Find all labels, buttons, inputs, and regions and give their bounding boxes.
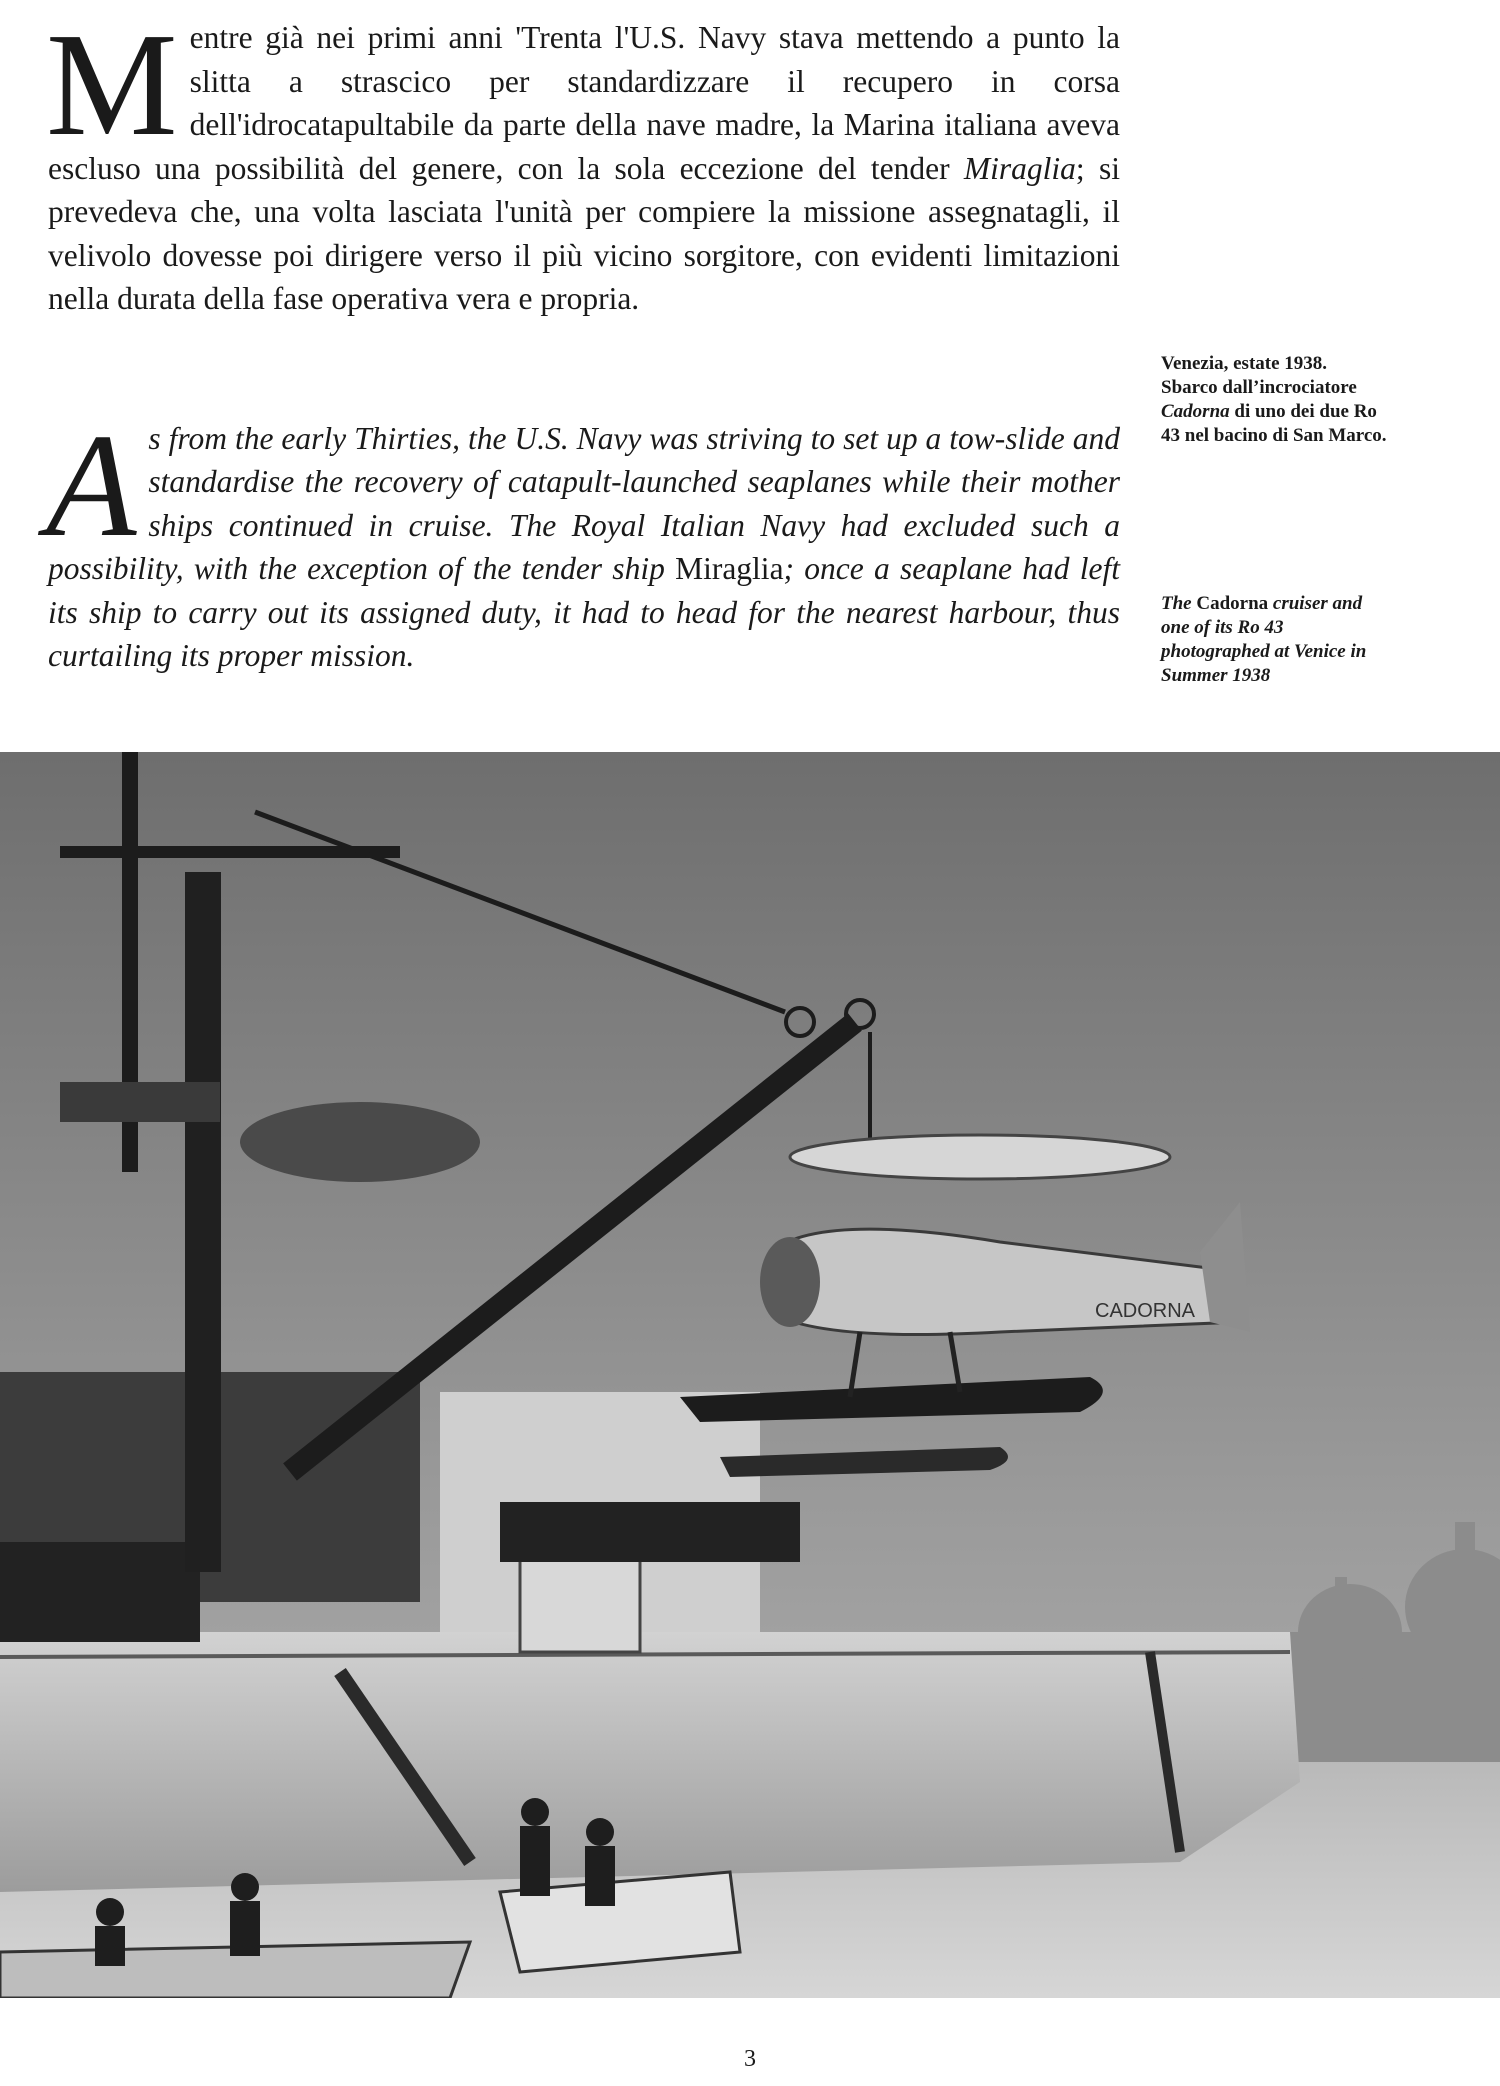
caption-it-line-3: di uno dei due Ro 43 nel bacino di San Marco. (1161, 401, 1387, 446)
caption-en-pre: The (1161, 593, 1197, 614)
caption-it-line-1: Venezia, estate 1938. (1161, 353, 1328, 374)
english-ship-name: Miraglia (675, 551, 784, 586)
english-dropcap: A (46, 403, 137, 568)
english-text-2: ; once a seaplane had left its ship to carry out its assigned duty, it had to head for the nearest harbour, thus curtailing its proper mission. (48, 551, 1120, 673)
main-text-column (46, 3, 1120, 678)
caption-italian (1161, 352, 1391, 448)
english-text-1: s from the early Thirties, the U.S. Navy was striving to set up a tow-slide and standardise the recovery of catapult-launched seaplanes while their mother ships continued in cruise. The Royal Italian Navy had excluded such a possibility, with the exception of the tender ship (48, 420, 1120, 586)
caption-en-post: cruiser and one of its Ro 43 photographed at Venice in Summer 1938 (1161, 593, 1367, 686)
photo-cruiser-seaplane (0, 752, 1500, 1998)
italian-dropcap: M (46, 3, 178, 167)
caption-it-ship: Cadorna (1161, 401, 1230, 422)
caption-it-line-2: Sbarco dall’incrociatore (1161, 377, 1357, 398)
caption-english (1161, 592, 1391, 688)
hull-marking: CADORNA (1095, 1300, 1196, 1322)
italian-ship-name: Miraglia (963, 150, 1076, 186)
ship-hull (0, 1632, 1300, 1892)
italian-text-1: entre già nei primi anni 'Trenta l'U.S. Navy stava mettendo a punto la slitta a strascico per standardizzare il recupero in corsa dell'idrocatapultabile da parte della nave madre, la Marina italiana aveva escluso una possibilità del genere, con la sola eccezione del tender (48, 20, 1120, 186)
caption-en-ship: Cadorna (1196, 593, 1269, 614)
italian-paragraph (46, 3, 1120, 321)
italian-text-2: ; si prevedeva che, una volta lasciata l'unità per compiere la missione assegnatagli, il velivolo dovesse poi dirigere verso il più vicino sorgitore, con evidenti limitazioni nella durata della fase operativa vera e propria. (48, 150, 1120, 316)
page-number: 3 (744, 2046, 756, 2072)
english-paragraph (46, 403, 1120, 678)
